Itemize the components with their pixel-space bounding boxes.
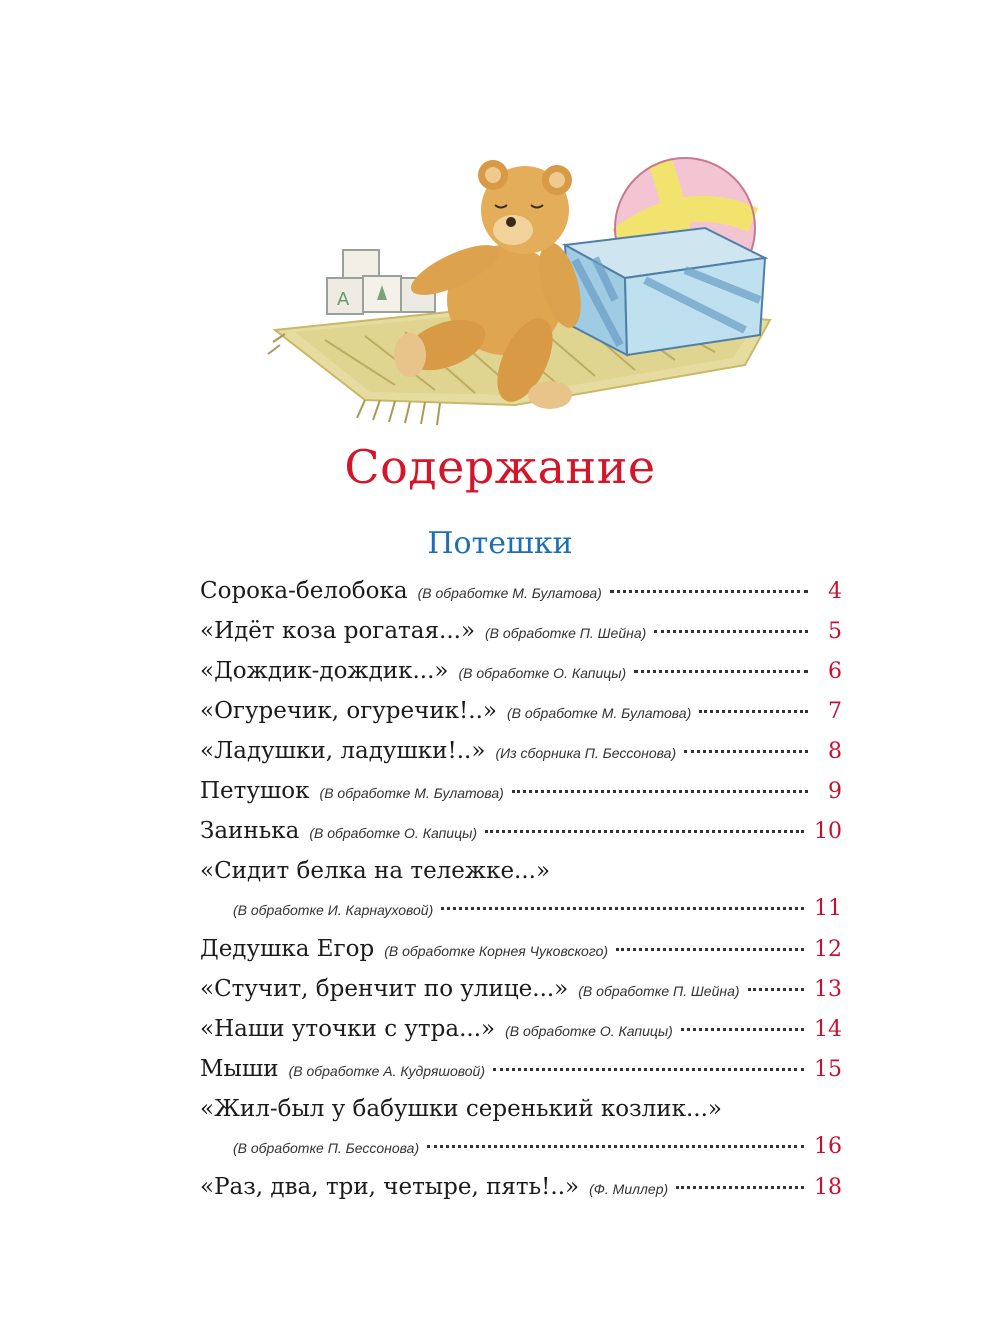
entry-title: «Ладушки, ладушки!..» — [200, 738, 486, 764]
entry-title: Петушок — [200, 778, 310, 804]
toc-entry-continuation[interactable] — [200, 896, 842, 936]
toc-entry[interactable] — [200, 578, 842, 618]
entry-note: (В обработке М. Булатова) — [319, 785, 504, 801]
leader-dots — [616, 948, 804, 951]
entry-page: 9 — [828, 779, 842, 804]
entry-note: (В обработке Корнея Чуковского) — [384, 943, 609, 959]
entry-title: «Огуречик, огуречик!..» — [200, 698, 497, 724]
leader-dots — [748, 988, 804, 991]
toc-entry[interactable] — [200, 1056, 842, 1096]
entry-note: (В обработке О. Капицы) — [458, 665, 627, 681]
leader-dots — [441, 907, 804, 910]
toc-heading: Содержание — [344, 440, 656, 494]
leader-dots — [634, 670, 808, 673]
entry-note: (В обработке П. Шейна) — [485, 625, 647, 641]
leader-dots — [493, 1068, 804, 1071]
entry-page: 7 — [828, 699, 842, 724]
section-heading: Потешки — [427, 526, 573, 561]
leader-dots — [699, 710, 808, 713]
leader-dots — [684, 750, 808, 753]
entry-title: Заинька — [200, 818, 300, 844]
entry-note: (В обработке О. Капицы) — [309, 825, 478, 841]
entry-title: Сорока-белобока — [200, 578, 408, 604]
entry-note: (В обработке М. Булатова) — [507, 705, 692, 721]
entry-page: 18 — [814, 1175, 842, 1200]
leader-dots — [512, 790, 808, 793]
toc-entry-title-line[interactable] — [200, 858, 842, 896]
entry-title: Мыши — [200, 1056, 279, 1082]
svg-text:А: А — [337, 289, 350, 310]
toc-entry[interactable] — [200, 1016, 842, 1056]
entry-page: 8 — [828, 739, 842, 764]
toc-entry[interactable] — [200, 818, 842, 858]
entry-page: 15 — [814, 1057, 842, 1082]
leader-dots — [654, 630, 808, 633]
entry-title: «Стучит, бренчит по улице...» — [200, 976, 569, 1002]
entry-title: «Жил-был у бабушки серенький козлик...» — [200, 1096, 722, 1122]
entry-note: (В обработке А. Кудряшовой) — [288, 1063, 486, 1079]
gift-box-icon — [565, 228, 765, 355]
entry-title: «Сидит белка на тележке...» — [200, 858, 551, 884]
toc-entry-title-line[interactable] — [200, 1096, 842, 1134]
entry-page: 6 — [828, 659, 842, 684]
leader-dots — [427, 1145, 804, 1148]
toc-entry[interactable] — [200, 738, 842, 778]
entry-note: (В обработке П. Шейна) — [578, 983, 740, 999]
entry-title: «Раз, два, три, четыре, пять!..» — [200, 1174, 580, 1200]
toc-entry[interactable] — [200, 936, 842, 976]
entry-page: 11 — [814, 896, 842, 921]
leader-dots — [676, 1186, 804, 1189]
teddy-bear-illustration — [265, 150, 775, 430]
entry-title: «Дождик-дождик...» — [200, 658, 449, 684]
entry-title: Дедушка Егор — [200, 936, 375, 962]
entry-note: (Ф. Миллер) — [589, 1181, 669, 1197]
entry-page: 4 — [828, 579, 842, 604]
toc-entry[interactable] — [200, 1174, 842, 1214]
entry-page: 5 — [828, 619, 842, 644]
toc-entry[interactable] — [200, 618, 842, 658]
toc-entry[interactable] — [200, 658, 842, 698]
toc-entry[interactable] — [200, 976, 842, 1016]
toc-entry[interactable] — [200, 778, 842, 818]
table-of-contents — [200, 578, 842, 1214]
entry-title: «Наши уточки с утра...» — [200, 1016, 496, 1042]
leader-dots — [681, 1028, 804, 1031]
entry-page: 12 — [814, 937, 842, 962]
entry-note: (В обработке И. Карнауховой) — [233, 902, 434, 918]
entry-title: «Идёт коза рогатая...» — [200, 618, 476, 644]
leader-dots — [485, 830, 804, 833]
entry-page: 13 — [814, 977, 842, 1002]
entry-note: (В обработке М. Булатова) — [417, 585, 602, 601]
leader-dots — [610, 590, 808, 593]
entry-page: 16 — [814, 1134, 842, 1159]
entry-page: 14 — [814, 1017, 842, 1042]
entry-note: (Из сборника П. Бессонова) — [495, 745, 677, 761]
toc-entry-continuation[interactable] — [200, 1134, 842, 1174]
entry-note: (В обработке О. Капицы) — [505, 1023, 673, 1039]
entry-note: (В обработке П. Бессонова) — [233, 1140, 420, 1156]
entry-page: 10 — [814, 819, 842, 844]
toc-entry[interactable] — [200, 698, 842, 738]
